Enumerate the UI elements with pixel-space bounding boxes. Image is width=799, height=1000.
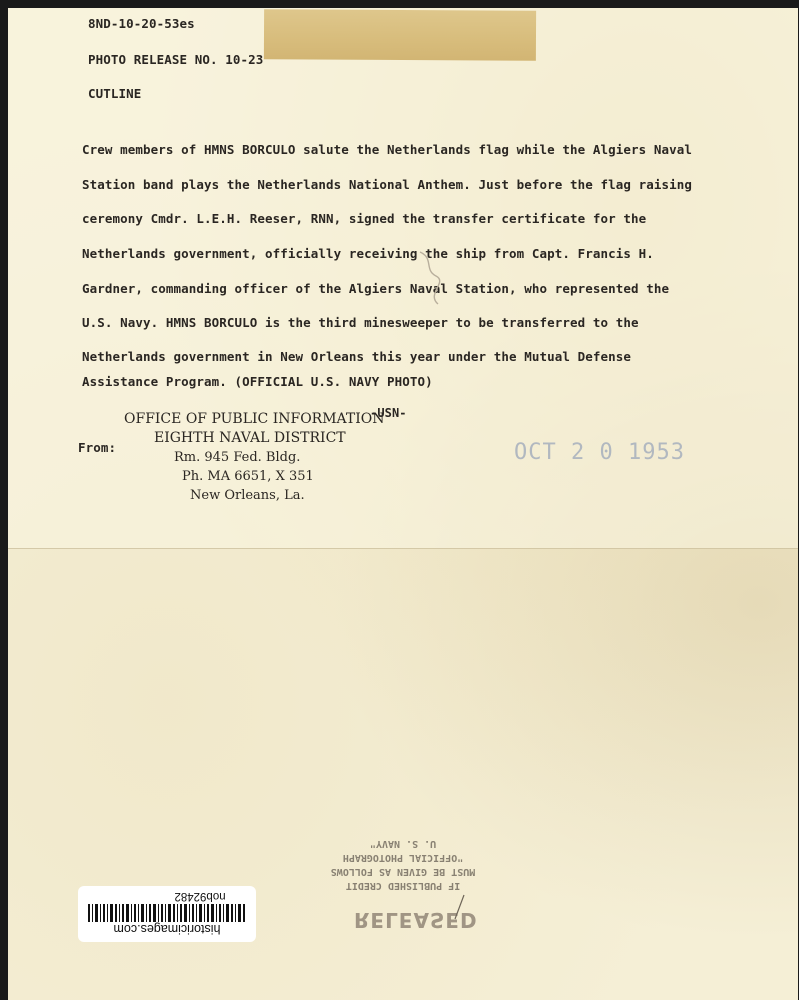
office-name: OFFICE OF PUBLIC INFORMATION — [124, 411, 385, 427]
tape-strip — [264, 9, 536, 60]
city-name: New Orleans, La. — [190, 488, 305, 503]
barcode-icon — [86, 904, 248, 922]
room-number: Rm. 945 Fed. Bldg. — [174, 450, 301, 465]
credit-stamp — [313, 836, 493, 892]
caption-line: Crew members of HMNS BORCULO salute the Netherlands flag while the Algiers Naval — [82, 142, 693, 157]
caption-line: Gardner, commanding officer of the Algiers Naval Station, who represented the — [82, 281, 670, 296]
barcode-label — [78, 886, 256, 942]
caption-line: ceremony Cmdr. L.E.H. Reeser, RNN, signed the transfer certificate for the — [82, 211, 647, 226]
credit-stamp-line: U. S. NAVY" — [369, 838, 437, 849]
photo-release-number: PHOTO RELEASE NO. 10-23 — [88, 52, 264, 67]
usn-label: -USN- — [370, 406, 407, 420]
pen-slash-mark — [452, 893, 466, 921]
release-code: 8ND-10-20-53es — [88, 16, 195, 31]
caption-line: Netherlands government, officially receiving the ship from Capt. Francis H. — [82, 246, 654, 261]
caption-line: Station band plays the Netherlands National Anthem. Just before the flag raising — [82, 177, 693, 192]
pencil-mark — [416, 248, 444, 308]
credit-stamp-line: "OFFICIAL PHOTOGRAPH — [342, 852, 464, 863]
released-stamp: RELEASED — [354, 908, 478, 932]
photo-back-sheet — [8, 8, 798, 1000]
barcode-site: historicimages.com — [113, 922, 221, 936]
district-name: EIGHTH NAVAL DISTRICT — [154, 430, 346, 446]
phone-number: Ph. MA 6651, X 351 — [182, 469, 314, 484]
credit-stamp-line: IF PUBLISHED CREDIT — [345, 880, 461, 891]
cutline-heading: CUTLINE — [88, 86, 142, 101]
credit-stamp-line: MUST BE GIVEN AS FOLLOWS — [330, 866, 476, 877]
caption-line: Assistance Program. (OFFICIAL U.S. NAVY PHOTO) — [82, 374, 433, 389]
from-label: From: — [78, 440, 117, 455]
caption-line: U.S. Navy. HMNS BORCULO is the third minesweeper to be transferred to the — [82, 315, 639, 330]
caption-line: Netherlands government in New Orleans this year under the Mutual Defense — [82, 349, 632, 364]
date-stamp: OCT 2 0 1953 — [514, 440, 685, 465]
barcode-id: nob92482 — [174, 890, 226, 902]
